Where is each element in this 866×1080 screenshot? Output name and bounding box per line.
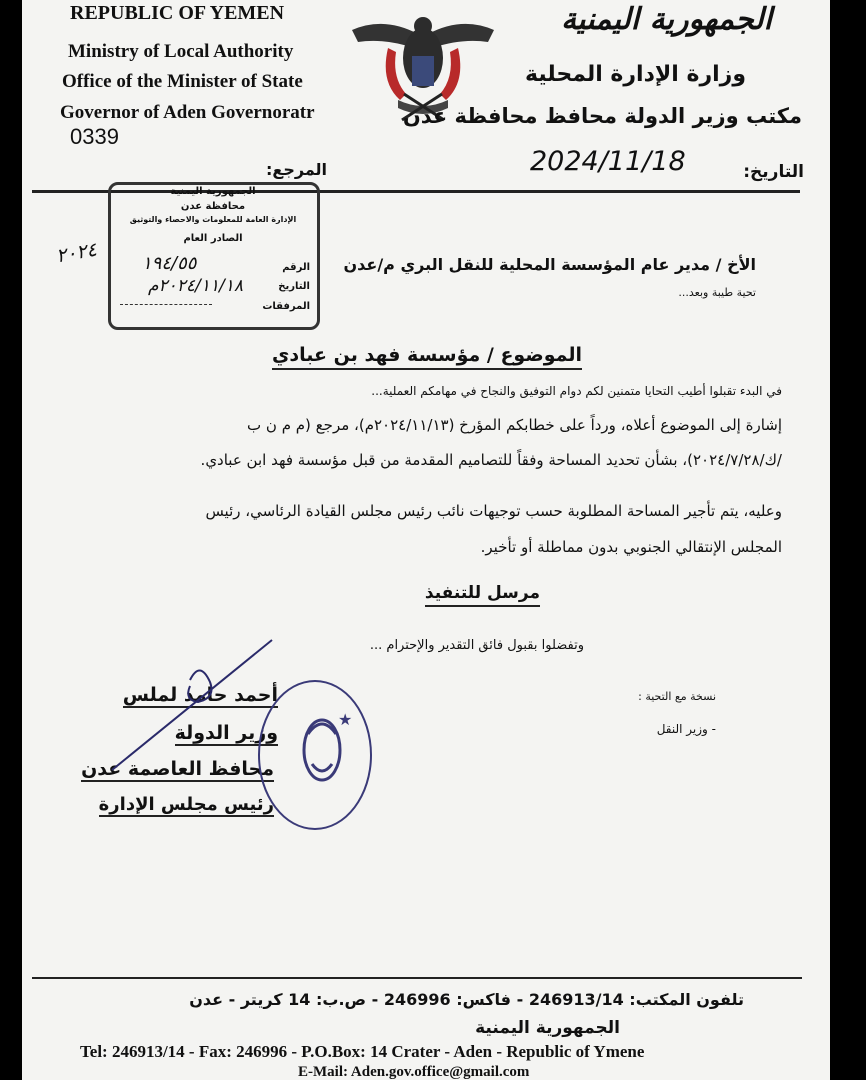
letter-page — [22, 0, 830, 1080]
header-ar-ministry: وزارة الإدارة المحلية — [525, 62, 746, 87]
intro-line: في البدء تقبلوا أطيب التحايا متمنين لكم دوام التوفيق والنجاح في مهامكم العملية... — [371, 384, 782, 398]
stamp-line-department: الإدارة العامة للمعلومات والاحصاء والتوثيق — [129, 215, 297, 224]
header-en-governor: Governor of Aden Governoratr — [60, 102, 315, 123]
footer-divider — [32, 977, 802, 979]
paragraph-2-line-2: المجلس الإنتقالي الجنوبي بدون مماطلة أو تأخير. — [480, 538, 782, 556]
stamp-number-label: الرقم — [282, 262, 310, 273]
header-en-ministry: Ministry of Local Authority — [68, 41, 294, 62]
stamp-side-note: ٢٠٢٤ — [54, 238, 99, 268]
paragraph-1-line-2: /ك/٢٠٢٤/٧/٢٨)، بشأن تحديد المساحة وفقاً للتصاميم المقدمة من قبل مؤسسة فهد ابن عبادي. — [200, 451, 782, 469]
header-ar-office: مكتب وزير الدولة محافظ محافظة عدن — [402, 104, 802, 128]
subject: الموضوع / مؤسسة فهد بن عبادي — [272, 344, 582, 370]
action-directive: مرسل للتنفيذ — [425, 583, 540, 607]
footer-en-contact: Tel: 246913/14 - Fax: 246996 - P.O.Box: 14 Crater - Aden - Republic of Ymene — [80, 1042, 645, 1061]
greeting: تحية طيبة وبعد... — [678, 286, 756, 299]
header-en-office: Office of the Minister of State — [62, 71, 303, 92]
signature-name: أحمد حامد لملس — [122, 684, 278, 706]
addressee: الأخ / مدير عام المؤسسة المحلية للنقل البري م/عدن — [343, 255, 756, 274]
date-label: التاريخ: — [743, 162, 804, 182]
signature-title-governor: محافظ العاصمة عدن — [81, 758, 274, 780]
stamp-date-label: التاريخ — [278, 281, 310, 292]
footer-ar-contact: تلفون المكتب: 246913/14 - فاكس: 246996 - ص.ب: 14 كريتر - عدن — [189, 990, 744, 1009]
stamp-line-republic: الجمهورية اليمنية — [170, 186, 256, 197]
stamp-attachments-label: المرفقات — [262, 301, 310, 312]
signature-title-board: رئيس مجلس الإدارة — [98, 794, 274, 815]
paragraph-1-line-1: إشارة إلى الموضوع أعلاه، ورداً على خطابكم المؤرخ (٢٠٢٤/١١/١٣م)، مرجع (م م ن ب — [247, 416, 782, 434]
seal-star-icon: ★ — [338, 710, 353, 729]
stamp-line-outgoing: الصادر العام — [183, 233, 243, 244]
footer-ar-republic: الجمهورية اليمنية — [475, 1018, 620, 1038]
date-value: 2024/11/18 — [530, 146, 686, 177]
document-number: 0339 — [70, 124, 119, 149]
stamp-number-value: ١٩٤/٥٥ — [142, 253, 197, 274]
copies-item-transport-minister: - وزير النقل — [656, 722, 716, 736]
footer-email: E-Mail: Aden.gov.office@gmail.com — [298, 1064, 530, 1080]
reference-label: المرجع: — [266, 160, 328, 179]
paragraph-2-line-1: وعليه، يتم تأجير المساحة المطلوبة حسب توجيهات نائب رئيس مجلس القيادة الرئاسي، رئيس — [205, 502, 782, 520]
signature-title-minister: وزير الدولة — [174, 722, 278, 744]
stamp-attachments-line — [120, 304, 212, 305]
header-en-republic: REPUBLIC OF YEMEN — [70, 2, 285, 24]
closing-line: وتفضلوا بقبول فائق التقدير والإحترام ... — [369, 638, 584, 653]
stamp-line-governorate: محافظة عدن — [180, 201, 246, 212]
copies-label: نسخة مع التحية : — [638, 690, 716, 703]
stamp-date-value: ٢٠٢٤/١١/١٨م — [148, 276, 244, 296]
header-ar-republic: الجمهورية اليمنية — [561, 2, 772, 37]
